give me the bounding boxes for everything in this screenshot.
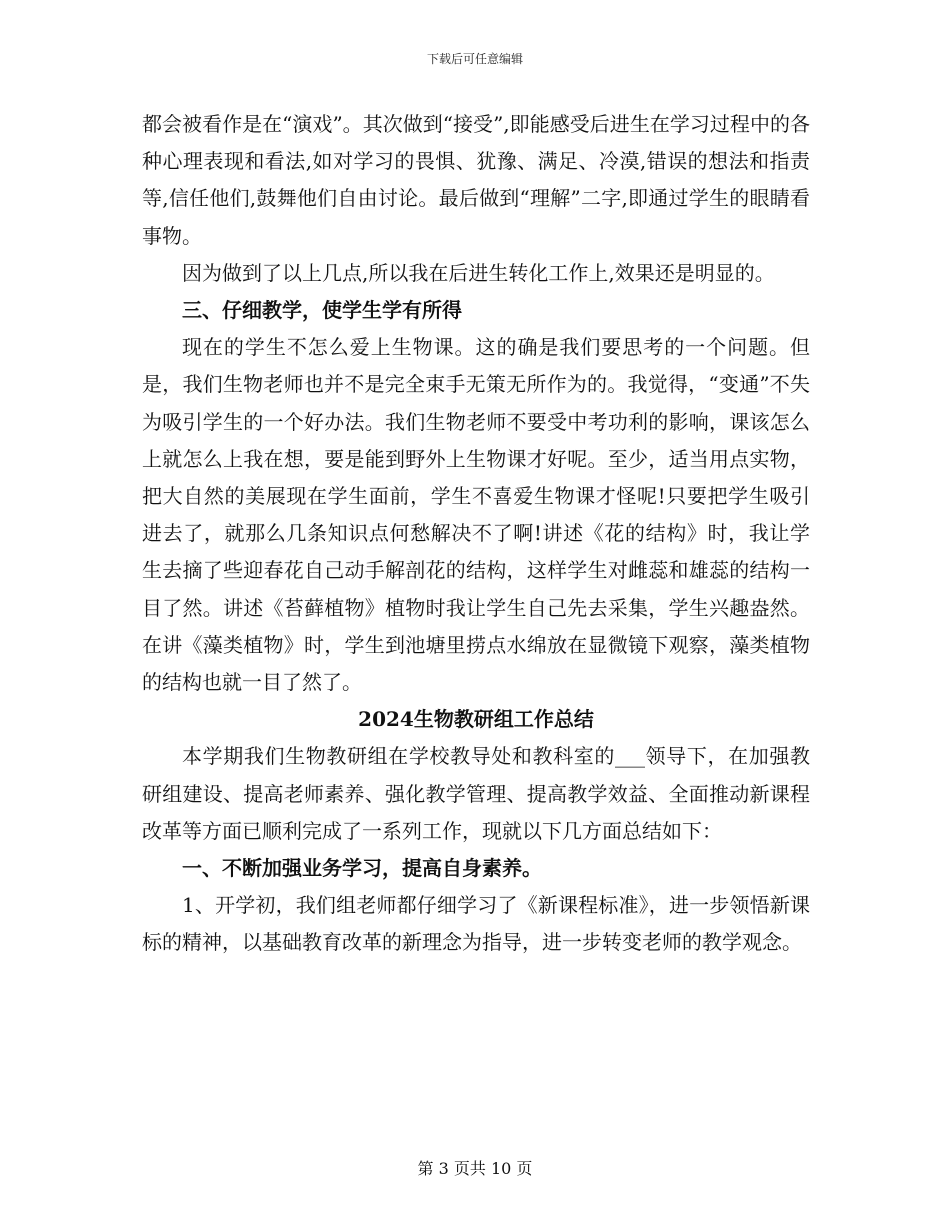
section-heading-three: 三、仔细教学，使学生学有所得 xyxy=(182,298,462,323)
paragraph-item-one: 1、开学初，我们组老师都仔细学习了《新课程标准》，进一步领悟新课标的精神，以基础教育改革的新理念为指导，进一步转变老师的教学观念。 xyxy=(142,893,810,955)
page-footer: 第 3 页共 10 页 xyxy=(417,1159,533,1178)
paragraph-conclusion: 因为做到了以上几点,所以我在后进生转化工作上,效果还是明显的。 xyxy=(182,260,775,285)
document-body xyxy=(142,106,810,962)
section-heading-one: 一、不断加强业务学习，提高自身素养。 xyxy=(182,856,542,881)
paragraph-continued: 都会被看作是在“演戏”。其次做到“接受”,即能感受后进生在学习过程中的各种心理表现和看法,如对学习的畏惧、犹豫、满足、冷漠,错误的想法和指责等,信任他们,鼓舞他们自由讨论。最后做到“理解”二字,即通过学生的眼睛看事物。 xyxy=(142,112,810,248)
page-header: 下载后可任意编辑 xyxy=(426,52,523,66)
paragraph-teaching: 现在的学生不怎么爱上生物课。这的确是我们要思考的一个问题。但是，我们生物老师也并不是完全束手无策无所作为的。我觉得，“变通”不失为吸引学生的一个好办法。我们生物老师不要受中考功利的影响，课该怎么上就怎么上我在想，要是能到野外上生物课才好呢。至少，适当用点实物，把大自然的美展现在学生面前，学生不喜爱生物课才怪呢!只要把学生吸引进去了，就那么几条知识点何愁解决不了啊!讲述《花的结构》时，我让学生去摘了些迎春花自己动手解剖花的结构，这样学生对雌蕊和雄蕊的结构一目了然。讲述《苔藓植物》植物时我让学生自己先去采集，学生兴趣盎然。在讲《藻类植物》时，学生到池塘里捞点水绵放在显微镜下观察，藻类植物的结构也就一目了然了。 xyxy=(142,335,810,695)
document-title: 2024生物教研组工作总结 xyxy=(358,707,594,732)
paragraph-intro: 本学期我们生物教研组在学校教导处和教科室的___领导下，在加强教研组建设、提高老师素养、强化教学管理、提高教学效益、全面推动新课程改革等方面已顺利完成了一系列工作，现就以下几方面总结如下： xyxy=(142,744,810,843)
